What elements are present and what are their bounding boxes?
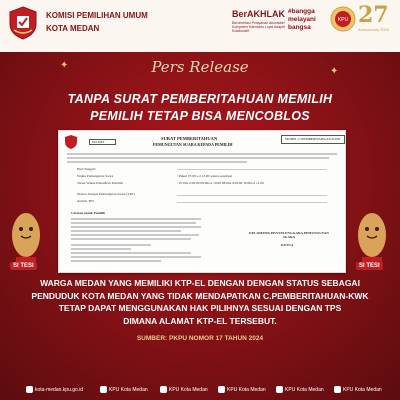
headline-line-2: PEMILIH TETAP BISA MENCOBLOS <box>90 109 310 123</box>
doc-row-label: Tarset Waktu Kehadiran Pemilih <box>77 181 123 185</box>
notification-letter-image <box>58 130 346 273</box>
berakhlak-tagline: Berorientasi Pelayanan Akuntabel Kompeten Harmonis Loyal Adaptif Kolaboratif <box>232 21 285 33</box>
facebook-icon <box>160 386 167 393</box>
tiktok-icon <box>276 386 283 393</box>
body-line-1: WARGA MEDAN YANG MEMILIKI KTP-EL DENGAN DENGAN STATUS SEBAGAI <box>40 278 360 288</box>
footer-instagram[interactable] <box>100 386 148 393</box>
anniversary-number: 27 <box>358 2 389 28</box>
mascot-label: SI TESI <box>356 262 383 270</box>
twitter-icon <box>218 386 225 393</box>
berakhlak-logo: BerAKHLAK <box>232 9 286 19</box>
footer-youtube-label: KPU Kota Medan <box>343 386 382 393</box>
footer-tiktok[interactable] <box>276 386 324 393</box>
mascot-icon <box>354 205 390 269</box>
doc-row-label: Waktu Pemungutan Suara <box>77 174 114 178</box>
pers-release-title: Pers Release <box>151 58 249 76</box>
doc-no-dpt: NO.DPT <box>89 139 116 145</box>
instagram-icon <box>100 386 107 393</box>
mascot-label: SI TESI <box>10 262 37 270</box>
body-line-3: TETAP DAPAT MENGGUNAKAN HAK PILIHNYA SESUAI DENGAN TPS <box>58 303 342 313</box>
doc-title: SURAT PEMBERITAHUAN <box>161 136 218 141</box>
youtube-icon <box>334 386 341 393</box>
headline-line-1: TANPA SURAT PEMBERITAHUAN MEMILIH <box>67 92 333 106</box>
globe-icon <box>26 386 33 393</box>
bangga-line-1: #bangga <box>288 8 315 15</box>
footer-twitter[interactable] <box>218 386 266 393</box>
bangga-line-3: bangsa <box>288 24 311 31</box>
footer-youtube[interactable] <box>334 386 382 393</box>
doc-row-value: : Pukul 07.00 s.d 13.00 waktu setempat <box>177 174 233 178</box>
doc-subtitle: PEMUNGUTAN SUARA KEPADA PEMILIH <box>153 142 233 147</box>
org-name: KOMISI PEMILIHAN UMUM <box>46 11 148 20</box>
sparkle-icon: ✦ <box>60 60 69 71</box>
footer-facebook-label: KPU Kota Medan <box>169 386 208 393</box>
org-sub: KOTA MEDAN <box>46 24 100 33</box>
doc-row-label: Nomor Tempat Pemungutan Suara (TPS) <box>77 192 135 196</box>
body-line-4: DIMANA ALAMAT KTP-EL TERSEBUT. <box>123 315 277 326</box>
bangga-line-2: melayani <box>288 16 316 23</box>
body-line-2: PENDUDUK KOTA MEDAN YANG TIDAK MENDAPATKAN C.PEMBERITAHUAN-KWK <box>31 290 369 301</box>
header-bar <box>0 0 400 52</box>
doc-row-label: Hari/Tanggal <box>77 167 96 171</box>
kpu-logo-icon <box>65 135 77 149</box>
doc-ketua: KETUA <box>281 243 294 247</box>
doc-signature-org: KELOMPOK PENYELENGGARA PEMUNGUTAN SUARA <box>249 231 329 239</box>
doc-row-label: Alamat TPS <box>77 199 95 203</box>
social-footer <box>0 380 400 400</box>
footer-instagram-label: KPU Kota Medan <box>109 386 148 393</box>
doc-catatan: Catatan untuk Pemilih <box>71 211 106 215</box>
doc-row-value: : 07.00s.d 08.00 09.00s.d 10.00 08.00s.d 09.00 10.00s.d 11.00 <box>177 181 264 185</box>
svg-text:KPU: KPU <box>337 17 349 23</box>
anniversary-sub: Anniversary 2024 <box>358 27 390 32</box>
footer-website-label: kota-medan.kpu.go.id <box>35 386 84 393</box>
kpu-logo-icon <box>8 6 38 40</box>
sparkle-icon: ✦ <box>330 66 339 77</box>
mascot-icon <box>8 205 44 269</box>
footer-tiktok-label: KPU Kota Medan <box>285 386 324 393</box>
footer-facebook[interactable] <box>160 386 208 393</box>
source-note: SUMBER: PKPU NOMOR 17 TAHUN 2024 <box>136 335 264 342</box>
anniversary-badge-icon <box>330 6 356 32</box>
doc-model-box: MODEL C.PEMBERITAHUAN-KWK <box>281 135 345 144</box>
bangga-melayani-logo <box>288 8 316 32</box>
footer-twitter-label: KPU Kota Medan <box>227 386 266 393</box>
footer-website[interactable] <box>26 386 83 393</box>
body-text <box>0 277 400 327</box>
